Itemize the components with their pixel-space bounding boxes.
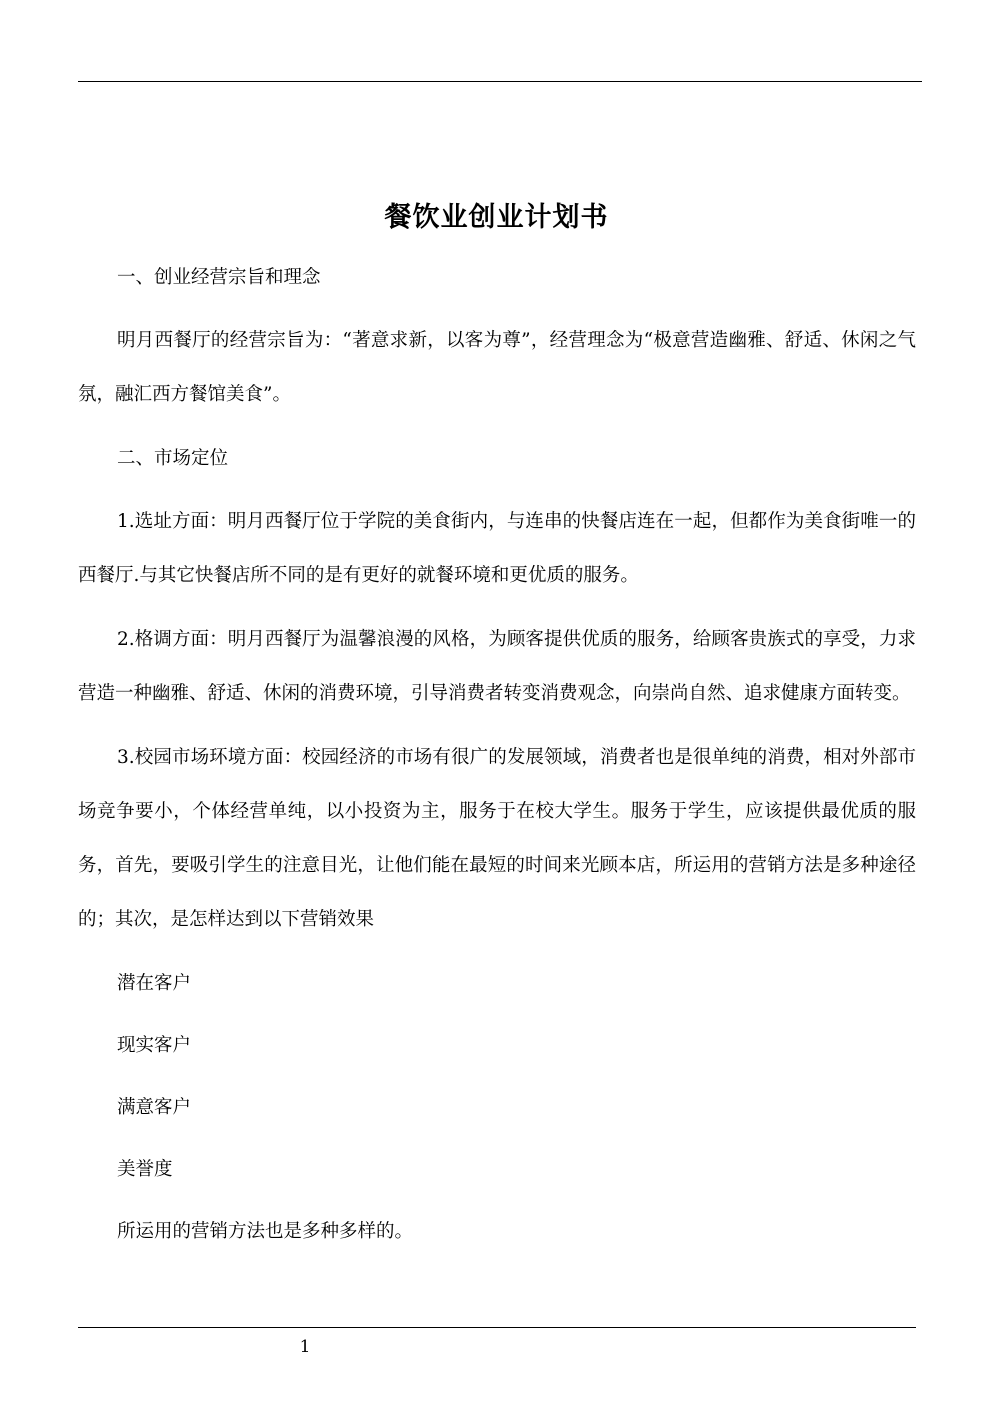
section-heading-2: 二、市场定位 bbox=[117, 448, 229, 469]
page-number: 1 bbox=[299, 1337, 311, 1357]
paragraph-campus-market: 3.校园市场环境方面：校园经济的市场有很广的发展领域，消费者也是很单纯的消费，相对外部市场竞争要小，个体经营单纯，以小投资为主，服务于在校大学生。服务于学生，应该提供最优质的服务，首先，要吸引学生的注意目光，让他们能在最短的时间来光顾本店，所运用的营销方法是多种途径的；其次，是怎样达到以下营销效果 bbox=[78, 747, 916, 930]
paragraph-location: 1.选址方面：明月西餐厅位于学院的美食街内，与连串的快餐店连在一起，但都作为美食街唯一的西餐厅.与其它快餐店所不同的是有更好的就餐环境和更优质的服务。 bbox=[78, 511, 916, 586]
list-item: 现实客户 bbox=[117, 1035, 192, 1056]
header-rule bbox=[78, 81, 922, 82]
document-body bbox=[78, 262, 916, 1278]
paragraph-mission: 明月西餐厅的经营宗旨为：“著意求新，以客为尊”，经营理念为“极意营造幽雅、舒适、休闲之气氛，融汇西方餐馆美食”。 bbox=[78, 330, 916, 405]
closing-paragraph: 所运用的营销方法也是多种多样的。 bbox=[117, 1221, 414, 1242]
paragraph-style: 2.格调方面：明月西餐厅为温馨浪漫的风格，为顾客提供优质的服务，给顾客贵族式的享受，力求营造一种幽雅、舒适、休闲的消费环境，引导消费者转变消费观念，向崇尚自然、追求健康方面转变。 bbox=[78, 629, 916, 704]
list-item: 满意客户 bbox=[117, 1097, 192, 1118]
document-title: 餐饮业创业计划书 bbox=[384, 202, 609, 234]
section-heading-1: 一、创业经营宗旨和理念 bbox=[117, 267, 321, 288]
footer-rule bbox=[78, 1327, 916, 1328]
list-item: 潜在客户 bbox=[117, 973, 192, 994]
list-item: 美誉度 bbox=[117, 1159, 173, 1180]
